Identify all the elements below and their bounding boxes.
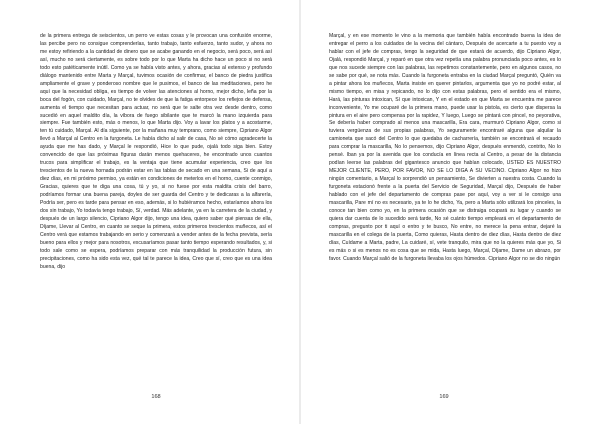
right-page-text: Marçal, y en ese momento le vino a la memoria que también había encontrado buena la idea de entregar el perro a los cuidados de la vecina del cántaro, Después de acercarte a tu puesto voy a hablar con el jefe de compras, tengo la seguridad de que estará de acuerdo, dijo Cipriano Algor, Ojalá, respondió Marçal, y reparó en que otra vez repetía una palabra pronunciada poco antes, es lo que nos sucede siempre con las palabras, las repetimos constantemente, pero en algunos casos, no se sabe por qué, se nota más. Cuando la furgoneta entraba en la ciudad Marçal preguntó, Quién va a pintar ahora los muñecos, Marta insiste en querer pintarlos, argumenta que yo no podré estar, al mismo tiempo, en misa y repicando, no lo dijo con estas palabras, pero el sentido era el mismo, Hará, las pinturas intoxican, Sí que intoxican, Y en el estado en que Marta se encuentra me parece inconveniente, Yo me ocuparé de la primera mano, puede usar la pistola, es cierto que dispersa la pintura en el aire pero compensa por la rapidez, Y luego, Luego se pintará con pincel, no peyorativa, Se debería haber comprado al menos una mascarilla, Era cara, murmuró Cipriano Algor, como si tuviera vergüenza de sus propias palabras, Yo seguramente encontraré alguna que alquilar la camioneta que sacó del Centro lo que quedaba de cacharrería, también se encontrará el recaudo para comprar la mascarilla, No lo pensemos, dijo Cipriano Algor, después enmendó, contrito, No lo pensé. Iban ya por la avenida que los conducía en línea recta al Centro, a pesar de la distancia podían leerse las palabras del gigantesco anuncio que habían colocado, USTED ES NUESTRO MEJOR CLIENTE, PERO, POR FAVOR, NO SE LO DIGA A SU VECINO. Cipriano Algor no hizo ningún comentario, a Marçal lo sorprendió un pensamiento, Se divierten a nuestra costa. Cuando la furgoneta estacionó frente a la puerta del Servicio de Seguridad, Marçal dijo, Después de haber hablado con el jefe del departamento de compras pase por aquí, voy a ver si le consigo una mascarilla, Pare mí no es necesario, ya te lo he dicho, Ya, pero a Marta sólo utilizará los pinceles, la conoce tan bien como yo, en la primera ocasión que se distraiga ocupará su lugar y cuando se quiera dar cuenta de lo sucedido será tarde, No sé cuánto tiempo empleará en el departamento de compras, pregunto por ti aquí o entro y te busco, No entre, no merece la pena entrar, dejaré la mascarilla en el colega de la puerta, Como quieras, Hasta dentro de diez días, Hasta dentro de diez días, Cuídame a Marta, padre, La cuidaré, sí, vete tranquilo, mira que no la quieres más que yo, Si es más o si es menos no es cosa que se mida, Hasta luego, Marçal, Díjame, Dame un abrazo, por favor. Cuando Marçal salió de la furgoneta llevaba los ojos húmedos. Cipriano Algor no se dio ningún — [329, 33, 561, 262]
right-page-number: 169 — [439, 394, 449, 400]
left-page-number: 168 — [151, 394, 161, 400]
left-page-text: de la primera entrega de seiscientos, un perro ve estas cosas y le provocan una confusión enorme, las percibe pero no consigue comprenderlas, tanto trabajo, tanto esfuerzo, tanto sudor, y ahora no me estoy refiriendo a la cantidad de dinero que se acabe ganando en el negocio, será poco, será así así, mucho no será ciertamente, es sobre todo por lo que Marta ha dicho hace un poco si no será todo esto patéticamente inútil. Como ya se había visto antes, y ahora, gracias al extenso y profundo diálogo mantenido entre Marta y Marçal, tuvimos ocasión de confirmar, el banco de piedra justifica ampliamente el grave y ponderoso nombre que le pusimos, el banco de las meditaciones, pero he aquí que la necesidad obliga, es tiempo de volver las atenciones al horno, mejor dicho, leña por la boca del fogón, con cuidado, Marçal, no te olvides de que la fatiga entorpece los reflejos de defensa, aumenta el tiempo que necesitan para actuar, no será que te salte otra vez desde dentro, como sucedió en aquel maldito día, la víbora de fuego sibilante que te marcó la mano izquierda para siempre. Fue también esto, más o menos, lo que Marta dijo. Voy a lavar los platos y a acostarme, ten tú cuidado, Marçal. Al día siguiente, por la mañana muy temprano, como siempre, Cipriano Algor llevó a Marçal al Centro en la furgoneta. Le había dicho al salir de casa, No sé cómo agradecerte la ayuda que me has dado, y Marçal le respondió, Hice lo que pude, ojalá todo siga bien. Estoy convencido de que las próximas figuras darán menos quehaceres, he encontrado unos cuantos trucos para simplificar el trabajo, es la ventaja que tiene acumular experiencia, creo que los trescientos de la nueva hornada podrán estar en las tablas de secado en una semana, Si de aquí a diez días, en mi próximo permiso, ya están en condiciones de meterlos en el horno, cuente conmigo, Gracias, quieres que te diga una cosa, tú y yo, si no fuese por esta maldita crisis del barro, podríamos formar una buena pareja, doyles de ser guarda del Centro y te dedicaras a la alfarería, Podría ser, pero es tarde para pensar en eso, además, si lo hubiéramos hecho, estaríamos ahora los dos sin trabajo, Yo todavía tengo trabajo, Sí, verdad. Más adelante, ya en la carretera de la ciudad, y después de un largo silencio, Cipriano Algor dijo, tengo una idea, quiero saber qué piensas de ella, Díjame, Llevar al Centro, en cuanto se seque la primera, estos primeros trescientos muñecos, así el Centro verá que estamos trabajando en serio y comenzará a vender antes de la fecha prevista, sería bueno para ellos y mejor para nosotros, excusaríamos pasar tanto tiempo esperando resultados, y, si todo sale como se espera, podríamos preparar con más tranquilidad la producción futura, sin precipitaciones, como ha sido esta vez, qué tal te parece la idea, Creo que sí, creo que es una idea buena, dijo — [40, 33, 272, 270]
right-page — [300, 0, 600, 424]
